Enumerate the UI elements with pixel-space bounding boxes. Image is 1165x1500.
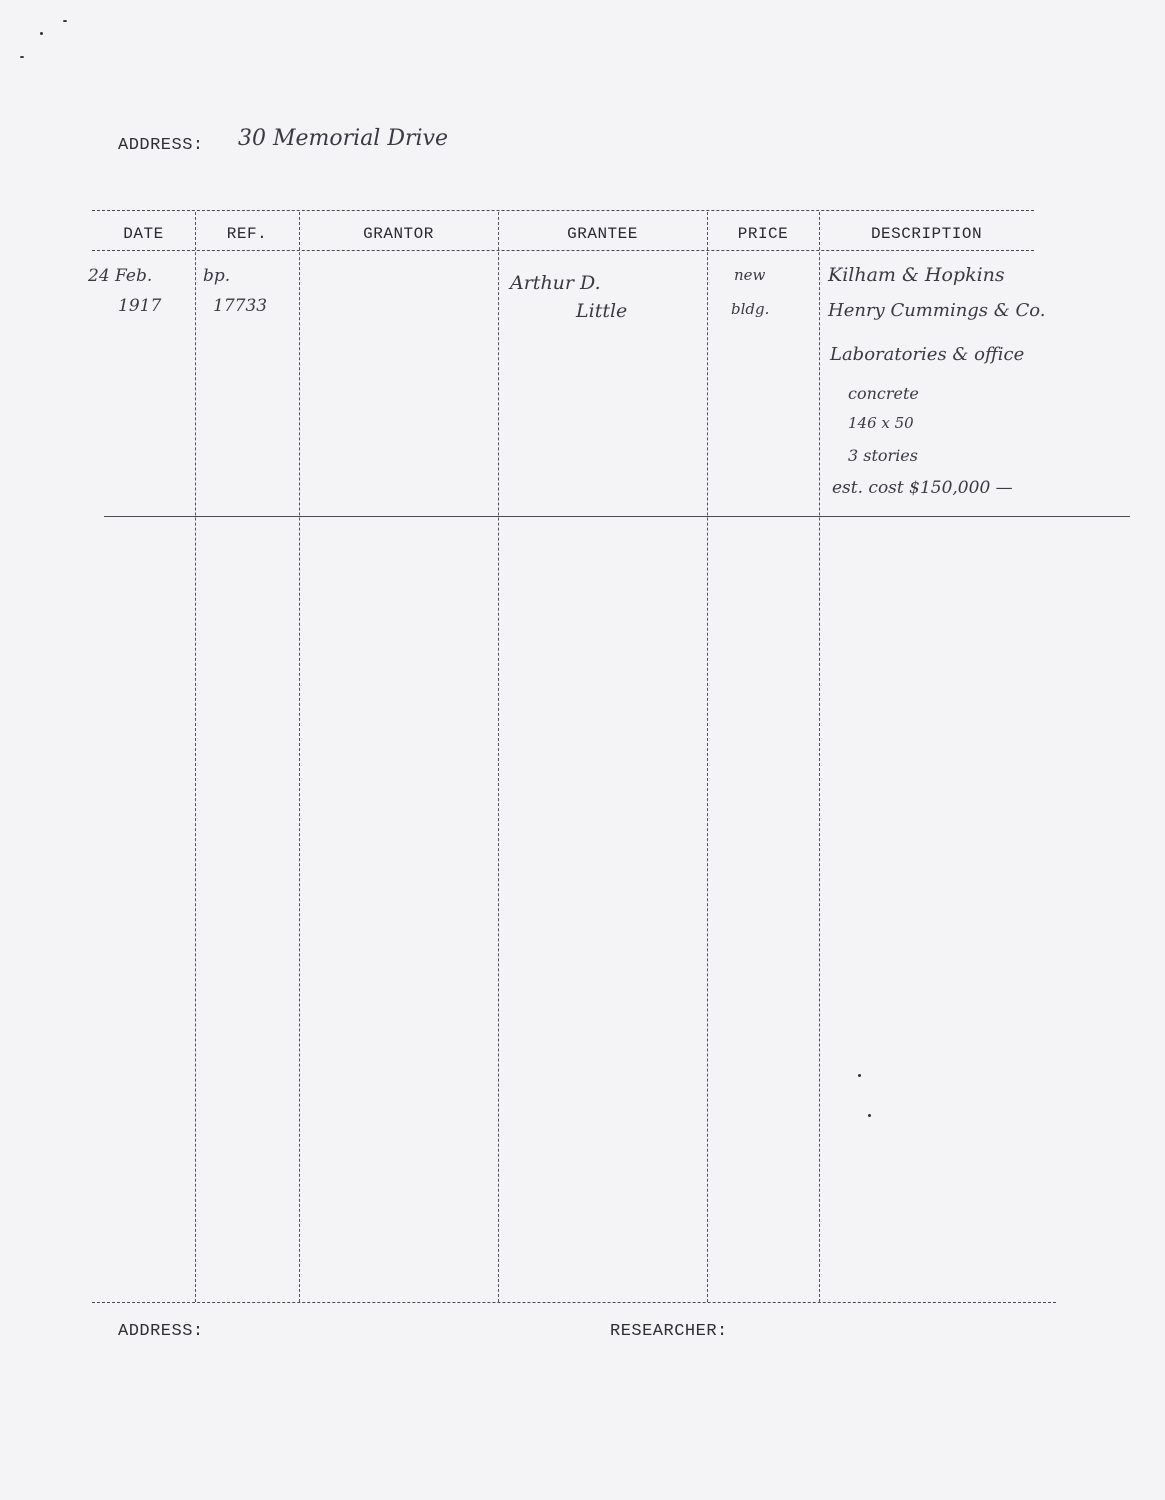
entry-grantee-line1: Arthur D. (510, 272, 601, 294)
entry-price-line1: new (734, 266, 766, 284)
paper-speck (20, 56, 24, 58)
entry-description-line: Laboratories & office (830, 344, 1025, 365)
entry-description-line: 3 stories (848, 446, 918, 465)
column-header-description: DESCRIPTION (870, 225, 983, 243)
entry-ref-number: 17733 (213, 296, 268, 316)
entry-price-line2: bldg. (731, 300, 770, 318)
column-divider (195, 212, 196, 1302)
footer-address-label: ADDRESS: (118, 1322, 204, 1341)
address-value: 30 Memorial Drive (238, 126, 448, 151)
column-header-date: DATE (123, 225, 164, 243)
paper-speck (63, 20, 67, 22)
column-header-grantee: GRANTEE (567, 225, 638, 243)
table-bottom-rule (92, 1302, 1056, 1303)
column-header-ref: REF. (226, 225, 268, 243)
column-header-grantor: GRANTOR (363, 225, 434, 243)
entry-separator-rule (104, 516, 1130, 517)
entry-description-line: Kilham & Hopkins (828, 264, 1005, 286)
table-top-rule (92, 210, 1034, 211)
column-divider (707, 212, 708, 1302)
entry-date-year: 1917 (118, 296, 162, 316)
column-header-price: PRICE (737, 225, 789, 243)
address-label: ADDRESS: (118, 136, 204, 155)
entry-description-line: concrete (848, 384, 919, 403)
column-divider (819, 212, 820, 1302)
entry-description-line: Henry Cummings & Co. (828, 300, 1046, 321)
paper-speck (858, 1074, 861, 1077)
entry-description-line: est. cost $150,000 — (832, 478, 1013, 498)
column-divider (299, 212, 300, 1302)
footer-researcher-label: RESEARCHER: (610, 1322, 728, 1341)
entry-date-day: 24 Feb. (88, 266, 153, 286)
table-header-rule (92, 250, 1034, 251)
entry-description-line: 146 x 50 (848, 414, 914, 432)
entry-ref-type: bp. (203, 266, 231, 286)
paper-speck (868, 1114, 871, 1117)
column-divider (498, 212, 499, 1302)
paper-speck (40, 32, 43, 35)
entry-grantee-line2: Little (576, 300, 628, 322)
